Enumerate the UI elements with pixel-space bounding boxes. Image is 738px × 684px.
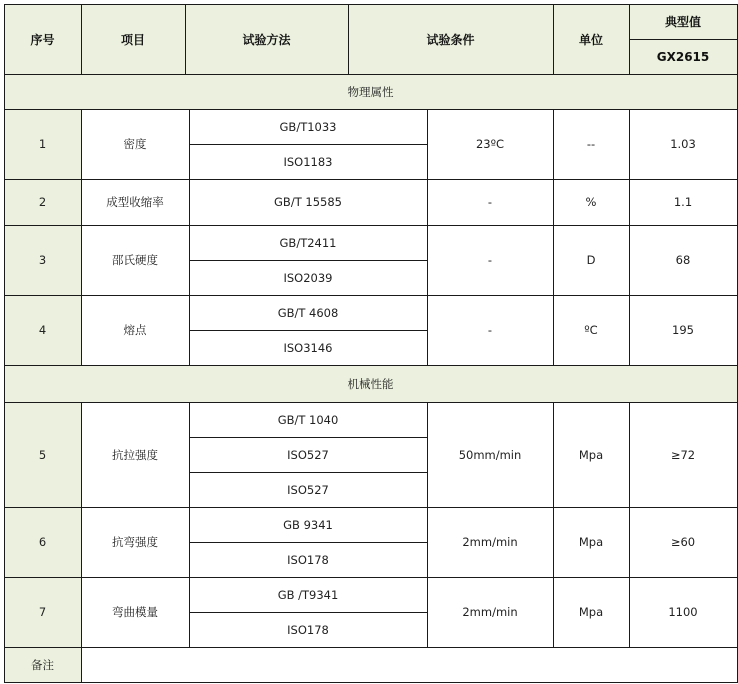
row-5-method-3: ISO527 (287, 482, 329, 497)
grid-line (189, 612, 427, 613)
row-4-no: 4 (4, 295, 81, 365)
grid-line (553, 402, 554, 647)
grid-line (629, 39, 737, 40)
row-2-method-1: GB/T 15585 (274, 195, 342, 209)
row-7-method-1: GB /T9341 (277, 587, 339, 602)
row-4-condition: - (487, 323, 493, 337)
grid-line (4, 365, 738, 366)
grid-line (189, 402, 190, 647)
grid-line (4, 507, 738, 508)
grid-line (189, 260, 427, 261)
row-1-unit: -- (586, 137, 596, 151)
row-5-item: 抗拉强度 (112, 447, 158, 462)
row-1-method-1: GB/T1033 (279, 119, 337, 134)
row-5-unit: Mpa (578, 447, 604, 462)
grid-line (629, 402, 630, 647)
row-2-unit: % (585, 195, 597, 209)
grid-line (189, 542, 427, 543)
row-5-method-1: GB/T 1040 (277, 412, 339, 427)
remark-label: 备注 (4, 647, 81, 682)
grid-line (189, 330, 427, 331)
header-seq: 序号 (4, 4, 81, 74)
row-2-condition: - (487, 195, 493, 209)
header-method: 试验方法 (185, 4, 348, 74)
grid-line (81, 109, 82, 365)
row-7-no: 7 (4, 577, 81, 647)
grid-line (553, 4, 554, 74)
row-5-condition: 50mm/min (458, 447, 522, 462)
row-3-condition: - (487, 253, 493, 267)
row-3-method-1: GB/T2411 (279, 235, 337, 250)
row-3-method-2: ISO2039 (283, 270, 333, 285)
grid-line (4, 647, 738, 648)
row-5-value: ≥72 (670, 447, 696, 462)
header-grade: GX2615 (629, 39, 737, 74)
grid-line (189, 109, 190, 365)
row-7-method-2: ISO178 (287, 622, 329, 637)
row-1-method-2: ISO1183 (283, 154, 333, 169)
row-1-value: 1.03 (670, 137, 696, 151)
grid-line (189, 144, 427, 145)
row-4-method-2: ISO3146 (283, 340, 333, 355)
grid-line (4, 74, 738, 75)
row-4-item: 熔点 (123, 323, 147, 337)
row-1-condition: 23ºC (475, 137, 505, 151)
row-6-method-1: GB 9341 (283, 517, 333, 532)
row-6-value: ≥60 (670, 535, 696, 549)
section-mechanical-properties: 机械性能 (4, 365, 737, 402)
row-5-method-2: ISO527 (287, 447, 329, 462)
row-4-unit: ºC (584, 323, 598, 337)
row-2-value: 1.1 (673, 195, 693, 209)
grid-line (189, 437, 427, 438)
table-border-top (4, 4, 738, 5)
row-5-no: 5 (4, 402, 81, 507)
table-border-left (4, 4, 5, 683)
grid-line (185, 4, 186, 74)
row-3-unit: D (586, 253, 596, 267)
grid-line (629, 109, 630, 365)
row-7-unit: Mpa (578, 605, 604, 619)
grid-line (81, 4, 82, 74)
grid-line (4, 295, 738, 296)
header-typical-value: 典型值 (629, 4, 737, 39)
grid-line (81, 647, 82, 683)
row-6-condition: 2mm/min (462, 535, 518, 549)
grid-line (348, 4, 349, 74)
grid-line (427, 109, 428, 365)
row-7-item: 弯曲模量 (112, 605, 158, 619)
row-6-unit: Mpa (578, 535, 604, 549)
row-1-item: 密度 (123, 137, 147, 151)
grid-line (553, 109, 554, 365)
section-physical-properties: 物理属性 (4, 74, 737, 109)
row-7-value: 1100 (668, 605, 698, 619)
grid-line (4, 225, 738, 226)
row-1-no: 1 (4, 109, 81, 179)
row-4-value: 195 (672, 323, 694, 337)
header-condition: 试验条件 (348, 4, 553, 74)
row-3-no: 3 (4, 225, 81, 295)
grid-line (4, 179, 738, 180)
row-7-condition: 2mm/min (462, 605, 518, 619)
row-2-item: 成型收缩率 (106, 195, 164, 209)
row-6-method-2: ISO178 (287, 552, 329, 567)
grid-line (4, 402, 738, 403)
grid-line (4, 577, 738, 578)
table-border-bottom (4, 682, 738, 683)
row-2-no: 2 (4, 179, 81, 225)
row-6-item: 抗弯强度 (112, 535, 158, 549)
row-6-no: 6 (4, 507, 81, 577)
row-3-value: 68 (675, 253, 691, 267)
grid-line (189, 472, 427, 473)
grid-line (4, 109, 738, 110)
grid-line (81, 402, 82, 647)
row-3-item: 邵氏硬度 (112, 253, 158, 267)
remark-value (81, 647, 737, 682)
header-unit: 单位 (553, 4, 629, 74)
grid-line (427, 402, 428, 647)
header-item: 项目 (81, 4, 185, 74)
row-4-method-1: GB/T 4608 (277, 305, 339, 320)
